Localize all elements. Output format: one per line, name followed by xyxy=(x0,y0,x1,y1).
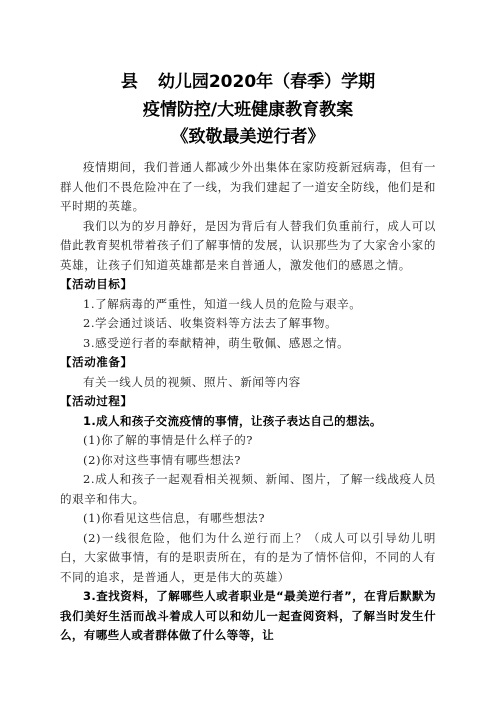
document-title-line3: 《致敬最美逆行者》 xyxy=(171,127,325,147)
process-step-1-question-2: (2)你对这些事情有哪些想法? xyxy=(83,452,241,467)
document-body xyxy=(60,158,436,646)
intro-paragraph-2: 我们以为的岁月静好，是因为背后有人替我们负重前行，成人可以借此教育契机带着孩子们了解事情的发展，认识那些为了大家舍小家的英雄，让孩子们知道英雄都是来自普通人，激发他们的感恩之情。 xyxy=(60,218,436,272)
document-title-line2: 疫情防控/大班健康教育教案 xyxy=(142,100,354,120)
title-kindergarten-term: 幼儿园2020年（春季）学期 xyxy=(157,72,376,92)
goal-item-3: 3.感受逆行者的奉献精神，萌生敬佩、感恩之情。 xyxy=(83,335,350,350)
process-step-3: 3.查找资料，了解哪些人或者职业是“最美逆行者”，在背后默默为我们美好生活而战斗着成人可以和幼儿一起查阅资料，了解当时发生什么，有哪些人或者群体做了什么等等，让 xyxy=(60,589,436,642)
process-step-2-question-1: (1)你看见这些信息，有哪些想法? xyxy=(83,511,266,525)
section-heading-preparation: 【活动准备】 xyxy=(60,355,133,369)
goal-item-1: 1.了解病毒的严重性，知道一线人员的危险与艰辛。 xyxy=(83,296,362,311)
document-title-line1 xyxy=(60,70,436,94)
section-heading-process: 【活动过程】 xyxy=(60,394,133,408)
section-heading-goals: 【活动目标】 xyxy=(60,277,133,291)
process-step-1: 1.成人和孩子交流疫情的事情，让孩子表达自己的想法。 xyxy=(83,413,382,428)
process-step-1-question-1: (1)你了解的事情是什么样子的? xyxy=(83,433,254,447)
process-step-2: 2.成人和孩子一起观看相关视频、新闻、图片，了解一线战疫人员的艰辛和伟大。 xyxy=(60,472,436,506)
goal-item-2: 2.学会通过谈话、收集资料等方法去了解事物。 xyxy=(83,316,338,330)
title-county: 县 xyxy=(120,72,138,92)
process-step-2-question-2: (2)一线很危险，他们为什么逆行而上？（成人可以引导幼儿明白，大家做事情，有的是职责所在，有的是为了情怀信仰，不同的人有不同的追求，是普通人，更是伟大的英雄） xyxy=(60,530,436,584)
preparation-text: 有关一线人员的视频、照片、新闻等内容 xyxy=(83,374,301,389)
intro-paragraph-1: 疫情期间，我们普通人都减少外出集体在家防疫新冠病毒，但有一群人他们不畏危险冲在了一线，为我们建起了一道安全防线，他们是和平时期的英雄。 xyxy=(60,160,436,213)
